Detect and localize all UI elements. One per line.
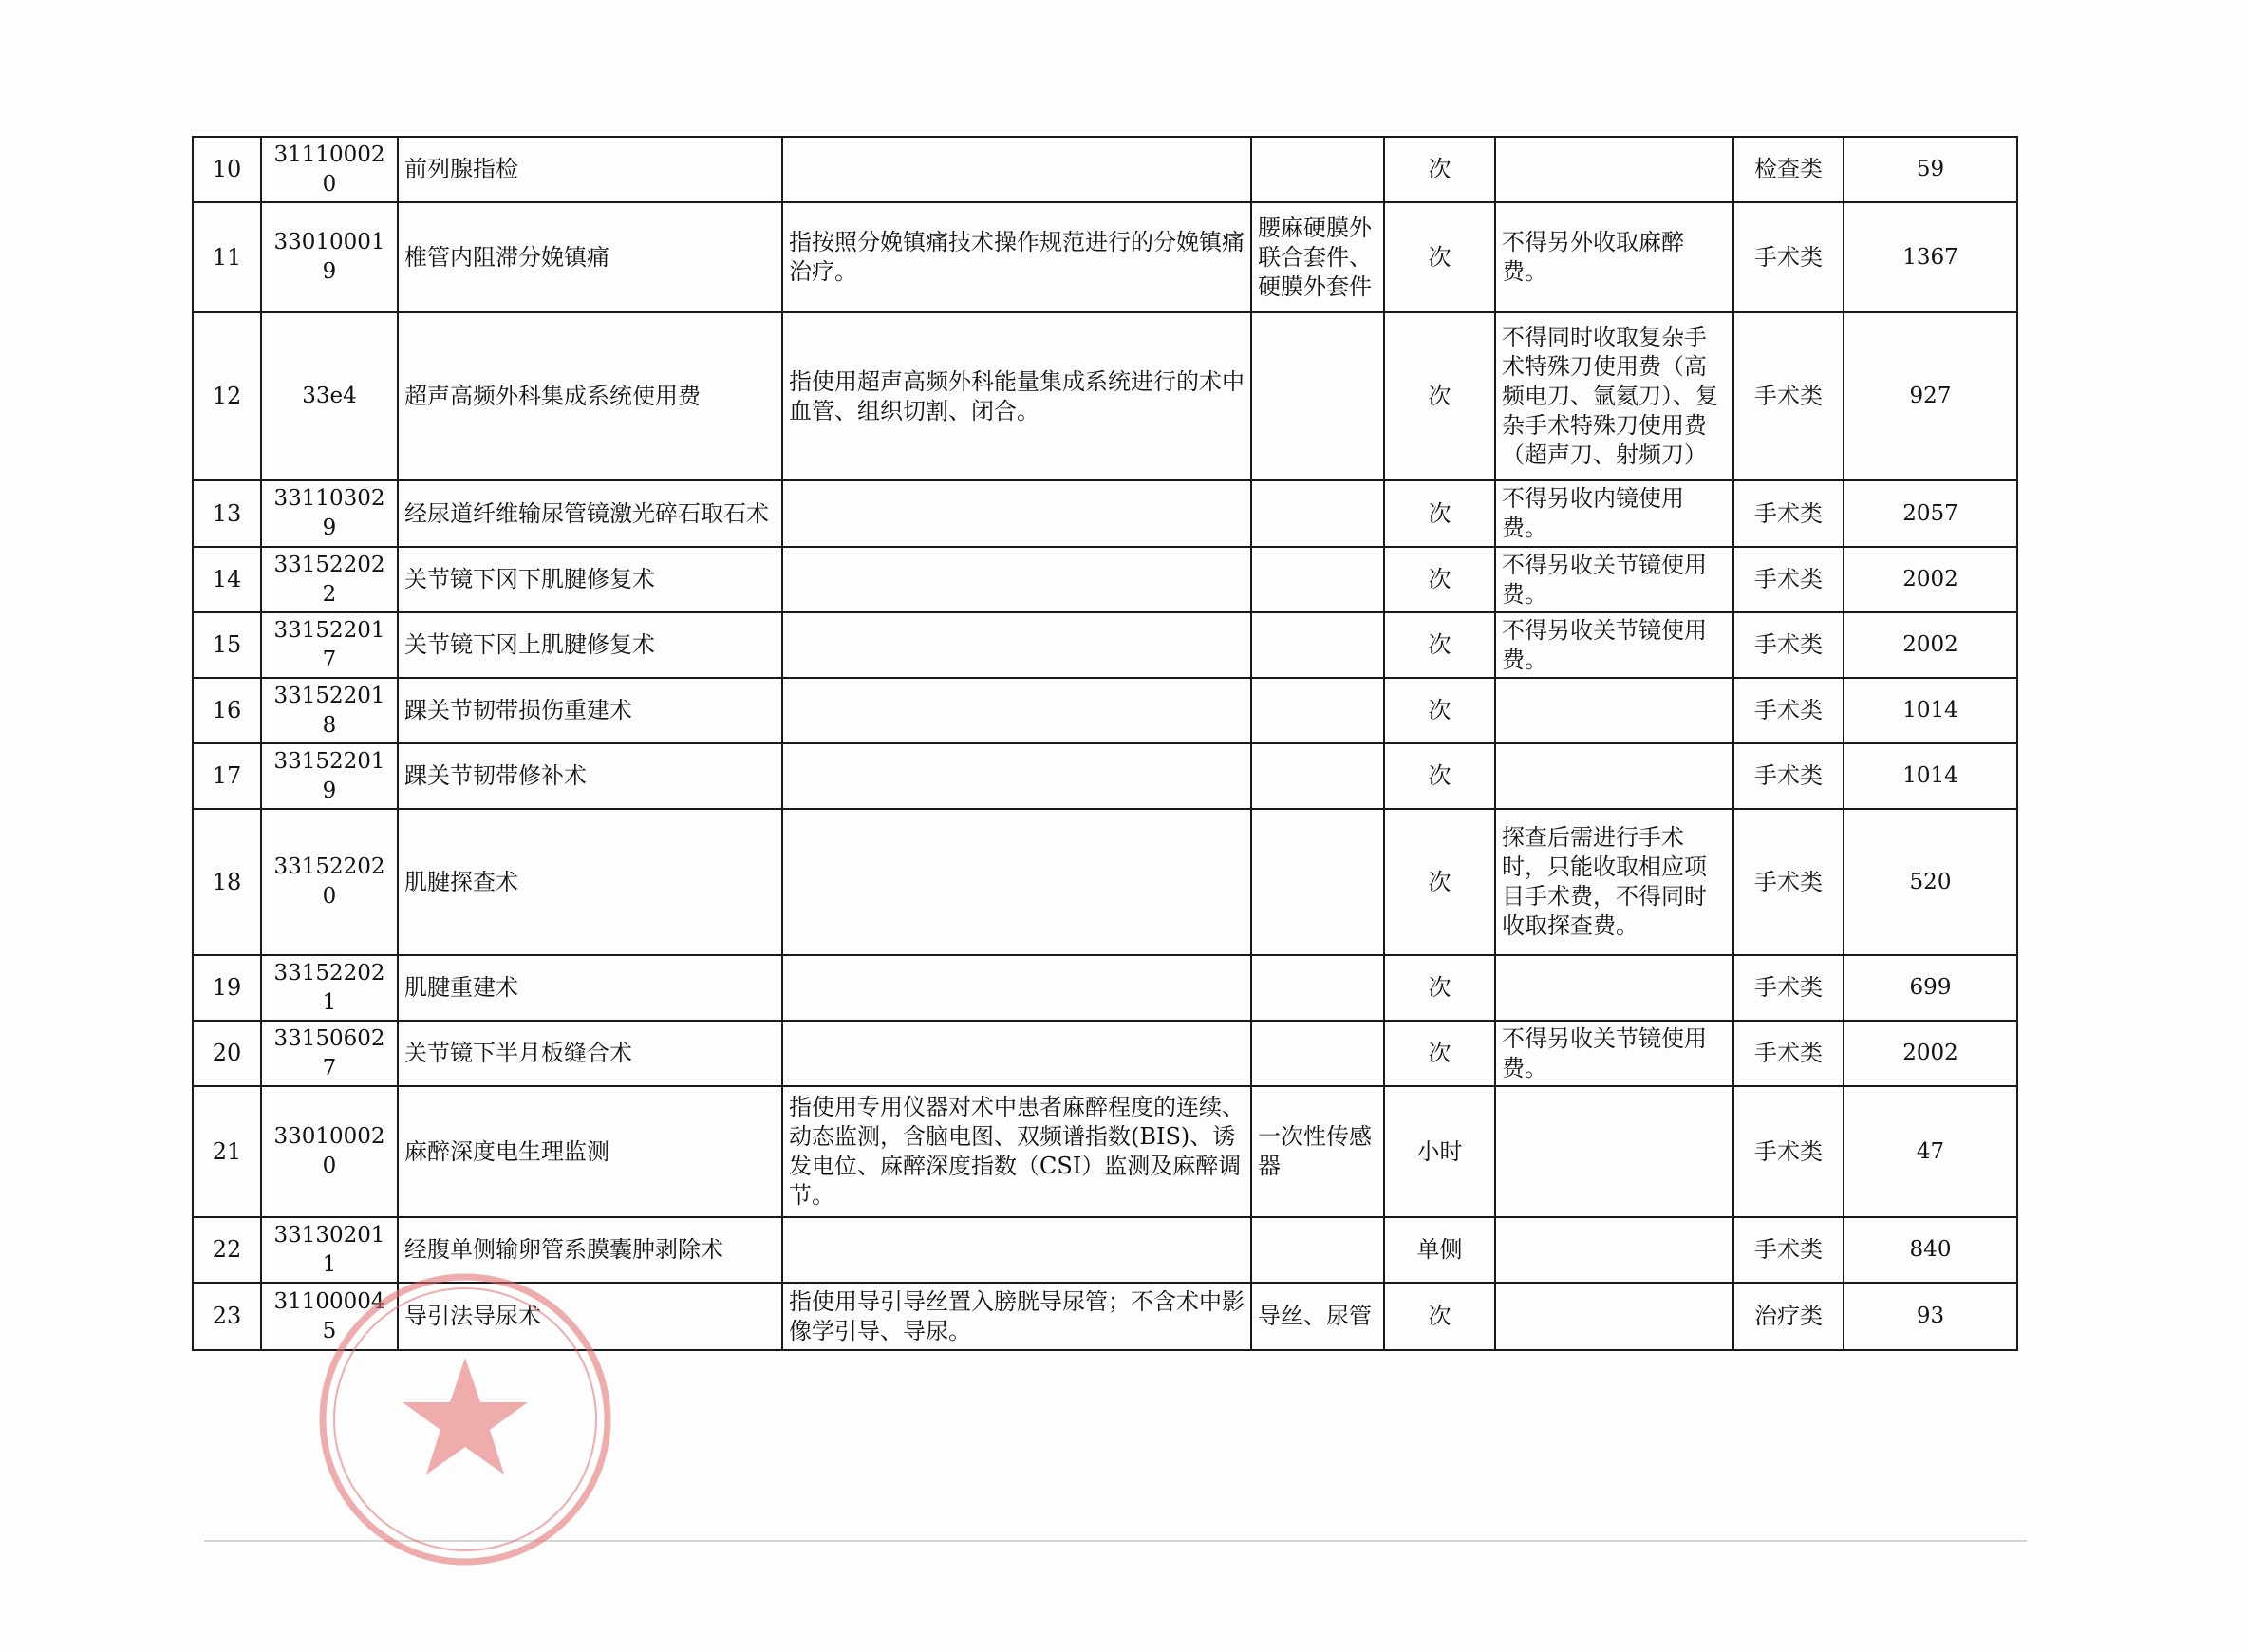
- table-row: [193, 480, 2017, 547]
- cell-note: [1495, 743, 1733, 809]
- cell-category: 手术类: [1733, 612, 1844, 678]
- cell-note: 不得另收关节镜使用费。: [1495, 1021, 1733, 1086]
- cell-excluded-items: [1251, 547, 1384, 612]
- cell-price: 927: [1844, 312, 2017, 480]
- cell-price: 2002: [1844, 547, 2017, 612]
- cell-code: 331522021: [261, 955, 398, 1021]
- table-row: [193, 202, 2017, 312]
- table-body: [193, 137, 2017, 1350]
- cell-price: 2002: [1844, 612, 2017, 678]
- cell-number: 23: [193, 1283, 261, 1350]
- cell-unit: 次: [1384, 809, 1495, 955]
- cell-excluded-items: [1251, 137, 1384, 202]
- cell-unit: 次: [1384, 1283, 1495, 1350]
- cell-code: 330100020: [261, 1086, 398, 1217]
- cell-note: [1495, 1217, 1733, 1283]
- cell-category: 手术类: [1733, 202, 1844, 312]
- cell-code: 311000045: [261, 1283, 398, 1350]
- cell-unit: 小时: [1384, 1086, 1495, 1217]
- cell-note: [1495, 137, 1733, 202]
- cell-item-name: 关节镜下冈下肌腱修复术: [398, 547, 782, 612]
- cell-price: 2057: [1844, 480, 2017, 547]
- cell-description: [782, 809, 1251, 955]
- cell-unit: 次: [1384, 202, 1495, 312]
- cell-unit: 次: [1384, 678, 1495, 743]
- cell-description: 指使用超声高频外科能量集成系统进行的术中血管、组织切割、闭合。: [782, 312, 1251, 480]
- cell-unit: 次: [1384, 547, 1495, 612]
- cell-item-name: 前列腺指检: [398, 137, 782, 202]
- cell-number: 17: [193, 743, 261, 809]
- cell-excluded-items: [1251, 743, 1384, 809]
- cell-category: 手术类: [1733, 480, 1844, 547]
- cell-item-name: 经尿道纤维输尿管镜激光碎石取石术: [398, 480, 782, 547]
- cell-number: 12: [193, 312, 261, 480]
- cell-note: 探查后需进行手术时，只能收取相应项目手术费，不得同时收取探查费。: [1495, 809, 1733, 955]
- cell-excluded-items: [1251, 809, 1384, 955]
- cell-code: 331522017: [261, 612, 398, 678]
- cell-note: [1495, 1086, 1733, 1217]
- cell-description: 指按照分娩镇痛技术操作规范进行的分娩镇痛治疗。: [782, 202, 1251, 312]
- cell-description: [782, 955, 1251, 1021]
- cell-number: 18: [193, 809, 261, 955]
- cell-unit: 次: [1384, 312, 1495, 480]
- cell-excluded-items: [1251, 955, 1384, 1021]
- cell-price: 1014: [1844, 743, 2017, 809]
- cell-unit: 次: [1384, 480, 1495, 547]
- cell-code: 331522019: [261, 743, 398, 809]
- cell-item-name: 关节镜下半月板缝合术: [398, 1021, 782, 1086]
- cell-unit: 次: [1384, 743, 1495, 809]
- cell-category: 手术类: [1733, 312, 1844, 480]
- cell-excluded-items: [1251, 1217, 1384, 1283]
- cell-item-name: 关节镜下冈上肌腱修复术: [398, 612, 782, 678]
- cell-note: 不得另收关节镜使用费。: [1495, 612, 1733, 678]
- cell-price: 59: [1844, 137, 2017, 202]
- cell-price: 47: [1844, 1086, 2017, 1217]
- cell-excluded-items: [1251, 612, 1384, 678]
- cell-excluded-items: 一次性传感器: [1251, 1086, 1384, 1217]
- cell-excluded-items: [1251, 312, 1384, 480]
- cell-category: 手术类: [1733, 809, 1844, 955]
- table-row: [193, 137, 2017, 202]
- cell-note: 不得另收关节镜使用费。: [1495, 547, 1733, 612]
- cell-price: 1367: [1844, 202, 2017, 312]
- cell-number: 16: [193, 678, 261, 743]
- cell-category: 手术类: [1733, 743, 1844, 809]
- cell-excluded-items: 导丝、尿管: [1251, 1283, 1384, 1350]
- cell-code: 311100020: [261, 137, 398, 202]
- cell-description: [782, 743, 1251, 809]
- cell-category: 手术类: [1733, 678, 1844, 743]
- cell-item-name: 椎管内阻滞分娩镇痛: [398, 202, 782, 312]
- cell-description: [782, 137, 1251, 202]
- cell-price: 520: [1844, 809, 2017, 955]
- cell-note: 不得同时收取复杂手术特殊刀使用费（高频电刀、氩氦刀）、复杂手术特殊刀使用费（超声刀、射频刀）: [1495, 312, 1733, 480]
- cell-category: 手术类: [1733, 1021, 1844, 1086]
- cell-number: 15: [193, 612, 261, 678]
- cell-excluded-items: [1251, 678, 1384, 743]
- cell-note: [1495, 955, 1733, 1021]
- table-row: [193, 547, 2017, 612]
- cell-number: 21: [193, 1086, 261, 1217]
- cell-item-name: 踝关节韧带损伤重建术: [398, 678, 782, 743]
- cell-description: [782, 480, 1251, 547]
- cell-unit: 次: [1384, 955, 1495, 1021]
- cell-item-name: 肌腱探查术: [398, 809, 782, 955]
- cell-excluded-items: [1251, 1021, 1384, 1086]
- table-row: [193, 678, 2017, 743]
- table-row: [193, 612, 2017, 678]
- table-row: [193, 1086, 2017, 1217]
- cell-note: 不得另外收取麻醉费。: [1495, 202, 1733, 312]
- cell-unit: 次: [1384, 1021, 1495, 1086]
- table-row: [193, 1283, 2017, 1350]
- cell-code: 331522018: [261, 678, 398, 743]
- cell-item-name: 麻醉深度电生理监测: [398, 1086, 782, 1217]
- cell-number: 10: [193, 137, 261, 202]
- cell-excluded-items: [1251, 480, 1384, 547]
- fee-table: [192, 136, 2018, 1351]
- cell-number: 20: [193, 1021, 261, 1086]
- cell-description: 指使用导引导丝置入膀胱导尿管；不含术中影像学引导、导尿。: [782, 1283, 1251, 1350]
- cell-category: 手术类: [1733, 1217, 1844, 1283]
- cell-description: 指使用专用仪器对术中患者麻醉程度的连续、动态监测，含脑电图、双频谱指数(BIS)、诱发电位、麻醉深度指数（CSI）监测及麻醉调节。: [782, 1086, 1251, 1217]
- cell-number: 13: [193, 480, 261, 547]
- table-row: [193, 1217, 2017, 1283]
- cell-category: 手术类: [1733, 955, 1844, 1021]
- cell-description: [782, 612, 1251, 678]
- cell-price: 840: [1844, 1217, 2017, 1283]
- cell-item-name: 导引法导尿术: [398, 1283, 782, 1350]
- table-row: [193, 312, 2017, 480]
- cell-category: 检查类: [1733, 137, 1844, 202]
- cell-price: 2002: [1844, 1021, 2017, 1086]
- cell-item-name: 经腹单侧输卵管系膜囊肿剥除术: [398, 1217, 782, 1283]
- cell-item-name: 肌腱重建术: [398, 955, 782, 1021]
- cell-code: 331302011: [261, 1217, 398, 1283]
- cell-price: 699: [1844, 955, 2017, 1021]
- table-row: [193, 955, 2017, 1021]
- cell-note: [1495, 1283, 1733, 1350]
- cell-number: 11: [193, 202, 261, 312]
- cell-price: 93: [1844, 1283, 2017, 1350]
- cell-description: [782, 1021, 1251, 1086]
- cell-number: 14: [193, 547, 261, 612]
- cell-description: [782, 678, 1251, 743]
- cell-note: [1495, 678, 1733, 743]
- cell-item-name: 踝关节韧带修补术: [398, 743, 782, 809]
- cell-code: 331522020: [261, 809, 398, 955]
- cell-description: [782, 547, 1251, 612]
- cell-excluded-items: 腰麻硬膜外联合套件、硬膜外套件: [1251, 202, 1384, 312]
- star-icon: [403, 1358, 528, 1474]
- cell-unit: 次: [1384, 137, 1495, 202]
- cell-code: 331522022: [261, 547, 398, 612]
- cell-category: 手术类: [1733, 547, 1844, 612]
- cell-unit: 次: [1384, 612, 1495, 678]
- cell-code: 330100019: [261, 202, 398, 312]
- cell-code: 33e4: [261, 312, 398, 480]
- table-row: [193, 809, 2017, 955]
- cell-description: [782, 1217, 1251, 1283]
- cell-note: 不得另收内镜使用费。: [1495, 480, 1733, 547]
- cell-code: 331103029: [261, 480, 398, 547]
- table-row: [193, 743, 2017, 809]
- cell-code: 331506027: [261, 1021, 398, 1086]
- table-row: [193, 1021, 2017, 1086]
- cell-category: 治疗类: [1733, 1283, 1844, 1350]
- cell-unit: 单侧: [1384, 1217, 1495, 1283]
- cell-price: 1014: [1844, 678, 2017, 743]
- cell-number: 19: [193, 955, 261, 1021]
- cell-category: 手术类: [1733, 1086, 1844, 1217]
- faint-scan-line: [204, 1540, 2027, 1542]
- cell-number: 22: [193, 1217, 261, 1283]
- cell-item-name: 超声高频外科集成系统使用费: [398, 312, 782, 480]
